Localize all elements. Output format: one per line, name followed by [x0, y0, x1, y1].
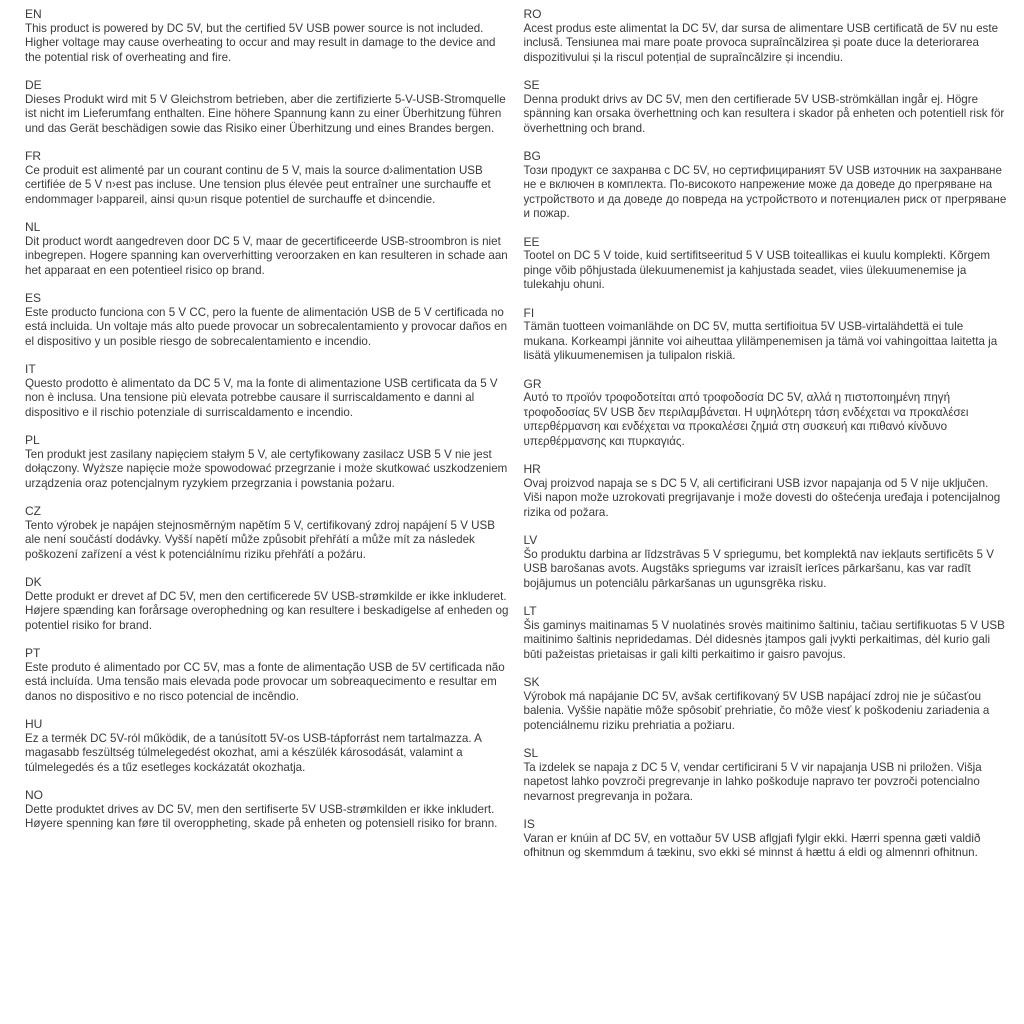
language-block: [524, 235, 1009, 293]
language-block: [25, 78, 510, 136]
language-block: [524, 533, 1009, 591]
language-block: [25, 7, 510, 65]
language-text: Varan er knúin af DC 5V, en vottaður 5V USB aflgjafi fylgir ekki. Hærri spenna gæti valdið ofhitnun og skemmdum á tækinu, svo ekki sé minnst á hættu á eldi og almennri ofhitnun.: [523, 831, 981, 859]
language-code: LT: [523, 604, 537, 618]
language-code: NL: [25, 220, 41, 234]
language-code: SE: [523, 78, 540, 92]
language-code: FR: [25, 149, 41, 163]
language-code: IS: [523, 817, 535, 831]
language-code: SL: [523, 746, 539, 760]
language-text: Dit product wordt aangedreven door DC 5 V, maar de gecertificeerde USB-stroombron is niet inbegrepen. Hogere spanning kan oververhitting veroorzaken en kan resulteren in schade aan het apparaat en een potentieel risico op brand.: [25, 234, 508, 277]
language-block: [524, 746, 1009, 804]
language-code: DK: [25, 575, 42, 589]
language-block: [524, 7, 1009, 65]
language-text: Tento výrobek je napájen stejnosměrným napětím 5 V, certifikovaný zdroj napájení 5 V USB ale není součástí dodávky. Vyšší napětí může způsobit přehřátí a může mít za následek poškození zařízení a vést k potenciálnímu riziku přehřátí a požáru.: [25, 518, 496, 561]
language-block: [524, 78, 1009, 136]
language-text: Αυτό το προϊόν τροφοδοτείται από τροφοδοσία DC 5V, αλλά η πιστοποιημένη πηγή τροφοδοσίας 5V USB δεν περιλαμβάνεται. Η υψηλότερη τάση ενδέχεται να προκαλέσει υπερθέρμανση και ενδέχεται να προκαλέσει ζημιά στη συσκευή και πιθανό κίνδυνο υπερθέρμανσης και πυρκαγιάς.: [523, 391, 969, 448]
language-block: [25, 220, 510, 278]
language-block: [25, 433, 510, 491]
language-code: HR: [523, 462, 541, 476]
language-code: PL: [25, 433, 40, 447]
language-text: Výrobok má napájanie DC 5V, avšak certifikovaný 5V USB napájací zdroj nie je súčasťou balenia. Vyššie napätie môže spôsobiť prehriatie, čo môže viesť k poškodeniu zariadenia a potenciálnemu riziku prehriatia a požiaru.: [523, 689, 990, 732]
language-block: [25, 149, 510, 207]
language-text: Ez a termék DC 5V-ról működik, de a tanúsított 5V-os USB-tápforrást nem tartalmazza. A magasabb feszültség túlmelegedést okozhat, ami a készülék károsodását, valamint a túlmelegedés és a tűz esetleges kockázatát okozhatja.: [25, 731, 482, 774]
language-text: Este producto funciona con 5 V CC, pero la fuente de alimentación USB de 5 V certificada no está incluida. Un voltaje más alto puede provocar un sobrecalentamiento y provocar daños en el dispositivo y un posible riesgo de sobrecalentamiento e incendio.: [25, 305, 508, 348]
language-block: [524, 817, 1009, 861]
language-text: Acest produs este alimentat la DC 5V, dar sursa de alimentare USB certificată de 5V nu este inclusă. Tensiunea mai mare poate provoca supraîncălzirea și poate duce la deteriorarea dispozitivului și la riscul potențial de supraîncălzire și incendiu.: [523, 21, 999, 64]
language-text: Dette produkt er drevet af DC 5V, men den certificerede 5V USB-strømkilde er ikke inkluderet. Højere spænding kan forårsage overophedning og kan resultere i beskadigelse af enheden og potentiel risiko for brand.: [25, 589, 509, 632]
language-text: Ovaj proizvod napaja se s DC 5 V, ali certificirani USB izvor napajanja od 5 V nije uključen. Viši napon može uzrokovati pregrijavanje i može dovesti do oštećenja uređaja i potencijalnog rizika od požara.: [523, 476, 1001, 519]
language-code: EN: [25, 7, 42, 21]
language-block: [25, 717, 510, 775]
language-text: Este produto é alimentado por CC 5V, mas a fonte de alimentação USB de 5V certificada não está incluída. Uma tensão mais elevada pode provocar um sobreaquecimento e resultar em danos no dispositivo e no risco potencial de incêndio.: [25, 660, 505, 703]
language-block: [25, 504, 510, 562]
language-code: IT: [25, 362, 36, 376]
language-text: Šis gaminys maitinamas 5 V nuolatinės srovės maitinimo šaltiniu, tačiau sertifikuotas 5 V USB maitinimo šaltinis nepridedamas. Dėl didesnės įtampos gali įvykti perkaitimas, dėl kurio gali būti pažeistas prietaisas ir gali kilti perkaitimo ir gaisro pavojus.: [523, 618, 1005, 661]
language-text: Denna produkt drivs av DC 5V, men den certifierade 5V USB-strömkällan ingår ej. Högre spänning kan orsaka överhettning och kan resultera i skador på enheten och potentiell risk för överhettning och brand.: [523, 92, 1005, 135]
language-text: Questo prodotto è alimentato da DC 5 V, ma la fonte di alimentazione USB certificata da 5 V non è inclusa. Una tensione più elevata potrebbe causare il surriscaldamento e danni al dispositivo e il rischio potenziale di surriscaldamento e incendio.: [25, 376, 498, 419]
language-code: DE: [25, 78, 42, 92]
language-text: Dieses Produkt wird mit 5 V Gleichstrom betrieben, aber die zertifizierte 5-V-USB-Stromquelle ist nicht im Lieferumfang enthalten. Eine höhere Spannung kann zu einer Überhitzung führen und das Gerät beschädigen sowie das Risiko einer Überhitzung und eines Brandes bergen.: [25, 92, 506, 135]
language-block: [524, 462, 1009, 520]
left-column: [25, 7, 510, 874]
language-text: Tämän tuotteen voimanlähde on DC 5V, mutta sertifioitua 5V USB-virtalähdettä ei tule mukana. Korkeampi jännite voi aiheuttaa ylilämpenemisen ja tämä voi vahingoittaa laitetta ja lisätä ylikuumenemisen ja tulipalon riskiä.: [523, 320, 998, 362]
language-text: Tootel on DC 5 V toide, kuid sertifitseeritud 5 V USB toiteallikas ei kuulu komplekti. Kõrgem pinge võib põhjustada ülekuumenemist ja kahjustada seadet, viies ülekuumenemise ja tulekahju ohuni.: [523, 249, 991, 291]
language-text: Dette produktet drives av DC 5V, men den sertifiserte 5V USB-strømkilden er ikke inkludert. Høyere spenning kan føre til overoppheting, skade på enheten og potensiell risiko for brann.: [25, 802, 498, 830]
language-block: [25, 646, 510, 704]
language-code: NO: [25, 788, 43, 802]
language-block: [25, 575, 510, 633]
language-code: LV: [523, 533, 538, 547]
language-block: [524, 377, 1009, 450]
language-text: This product is powered by DC 5V, but the certified 5V USB power source is not included. Higher voltage may cause overheating to occur and may result in damage to the device and the potential risk of overheating and fire.: [25, 21, 496, 64]
language-code: ES: [25, 291, 42, 305]
language-text: Този продукт се захранва с DC 5V, но сертифицираният 5V USB източник на захранване не е включен в комплекта. По-високото напрежение може да доведе до прегряване на устройството и да доведе до повреда на устройството и потенциален риск от прегряване и пожар.: [523, 163, 1007, 220]
language-block: [25, 291, 510, 349]
right-column: [524, 7, 1009, 874]
language-code: RO: [523, 7, 542, 21]
language-code: FI: [523, 305, 535, 320]
language-code: HU: [25, 717, 43, 731]
language-block: [25, 788, 510, 832]
language-code: SK: [523, 675, 540, 689]
language-text: Šo produktu darbina ar līdzstrāvas 5 V spriegumu, bet komplektā nav iekļauts sertificēts 5 V USB barošanas avots. Augstāks spriegums var izraisīt ierīces pārkaršanu, kas var radīt bojājumus un potenciālu pārkaršanas un ugunsgrēka risku.: [523, 547, 994, 590]
language-block: [524, 149, 1009, 222]
language-code: PT: [25, 646, 41, 660]
language-code: BG: [523, 149, 541, 163]
language-code: EE: [523, 234, 540, 249]
language-block: [524, 306, 1009, 364]
language-block: [524, 604, 1009, 662]
language-text: Ta izdelek se napaja z DC 5 V, vendar certificirani 5 V vir napajanja USB ni priložen. Višja napetost lahko povzroči pregrevanje in lahko poškoduje napravo ter povzroči potencialno nevarnost pregrevanja in požara.: [523, 760, 982, 803]
language-block: [524, 675, 1009, 733]
language-code: GR: [523, 376, 542, 391]
language-block: [25, 362, 510, 420]
language-code: CZ: [25, 504, 41, 518]
language-text: Ten produkt jest zasilany napięciem stałym 5 V, ale certyfikowany zasilacz USB 5 V nie jest dołączony. Wyższe napięcie może spowodować przegrzanie i może skutkować uszkodzeniem urządzenia oraz potencjalnym ryzykiem przegrzania i powstania pożaru.: [25, 447, 508, 490]
language-text: Ce produit est alimenté par un courant continu de 5 V, mais la source d›alimentation USB certifiée de 5 V n›est pas incluse. Une tension plus élevée peut entraîner une surchauffe et endommager l›appareil, ainsi qu›un risque potentiel de surchauffe et d›incendie.: [25, 163, 491, 206]
